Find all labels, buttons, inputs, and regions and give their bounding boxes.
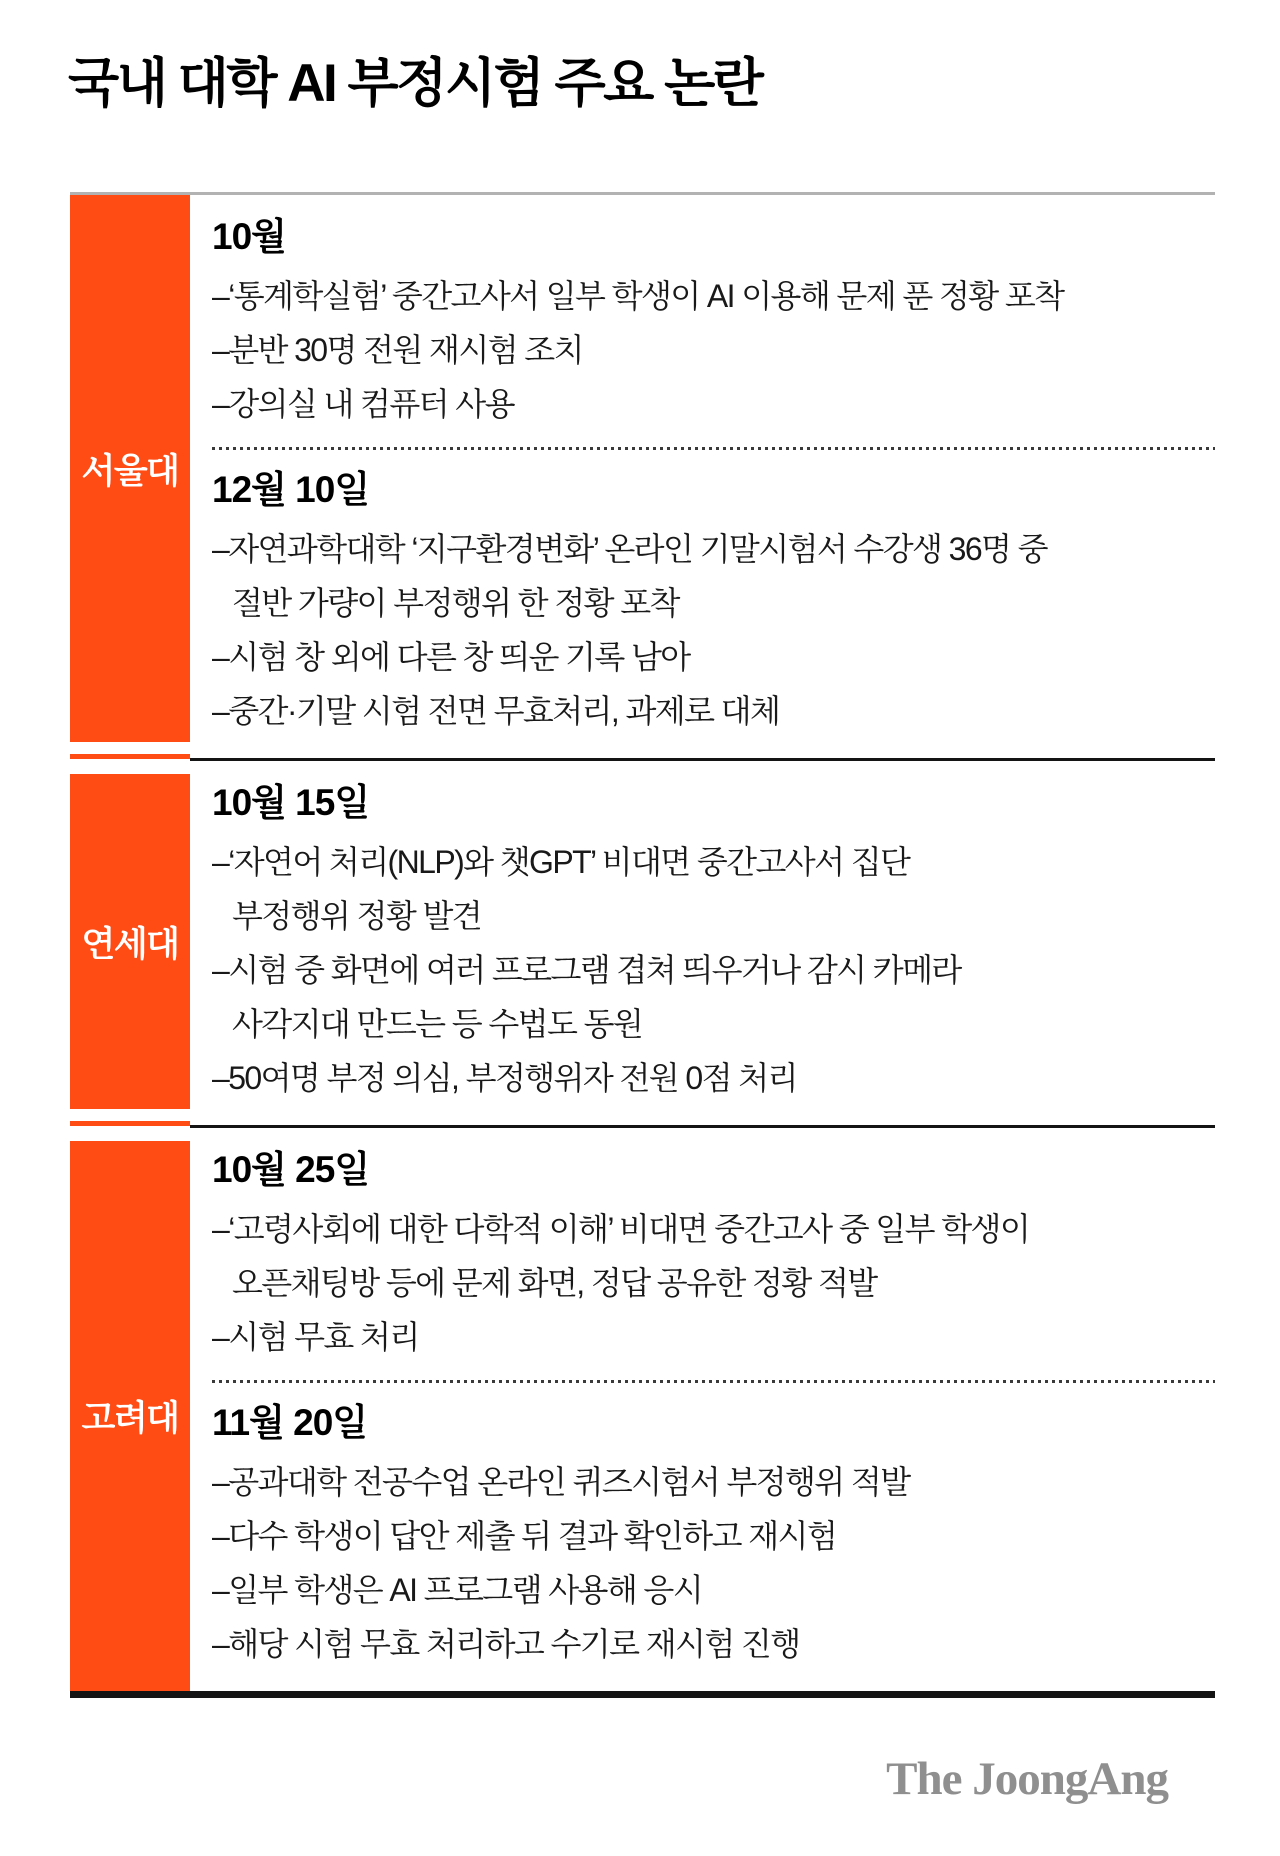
timeline-item: –‘고령사회에 대한 다학적 이해’ 비대면 중간고사 중 일부 학생이 bbox=[212, 1211, 1030, 1247]
timeline-item: –시험 중 화면에 여러 프로그램 겹쳐 띄우거나 감시 카메라 bbox=[212, 952, 961, 988]
university-section bbox=[70, 195, 1215, 758]
timeline-item: 사각지대 만드는 등 수법도 동원 bbox=[232, 1006, 643, 1042]
page-title: 국내 대학 AI 부정시험 주요 논란 bbox=[68, 54, 762, 113]
university-cell bbox=[70, 195, 190, 742]
timeline-item: 오픈채팅방 등에 문제 화면, 정답 공유한 정황 적발 bbox=[232, 1265, 877, 1301]
section-content bbox=[190, 1125, 1215, 1691]
dotted-separator bbox=[212, 447, 1215, 450]
timeline-item: –분반 30명 전원 재시험 조치 bbox=[212, 332, 583, 368]
university-label: 고려대 bbox=[81, 1399, 179, 1438]
university-label: 연세대 bbox=[81, 924, 179, 964]
timeline-item: 부정행위 정황 발견 bbox=[232, 898, 482, 934]
timeline-item: –공과대학 전공수업 온라인 퀴즈시험서 부정행위 적발 bbox=[212, 1464, 910, 1500]
entry-date: 12월 10일 bbox=[212, 469, 370, 510]
entry-date: 10월 bbox=[212, 216, 286, 257]
timeline-item: –다수 학생이 답안 제출 뒤 결과 확인하고 재시험 bbox=[212, 1518, 837, 1554]
university-section bbox=[70, 758, 1215, 1125]
timeline-item: –‘자연어 처리(NLP)와 챗GPT’ 비대면 중간고사서 집단 bbox=[212, 844, 910, 880]
section-gap-dash bbox=[70, 754, 190, 759]
section-content bbox=[190, 195, 1215, 758]
timeline-item: –강의실 내 컴퓨터 사용 bbox=[212, 386, 514, 422]
section-gap-dash bbox=[70, 1121, 190, 1126]
timeline-item: –해당 시험 무효 처리하고 수기로 재시험 진행 bbox=[212, 1626, 800, 1662]
entry-date: 10월 15일 bbox=[212, 782, 370, 823]
entry-date: 10월 25일 bbox=[212, 1149, 370, 1190]
joongang-logo: The JoongAng bbox=[886, 1753, 1168, 1805]
university-section bbox=[70, 1125, 1215, 1691]
timeline-item: –자연과학대학 ‘지구환경변화’ 온라인 기말시험서 수강생 36명 중 bbox=[212, 531, 1047, 567]
timeline-table bbox=[70, 192, 1215, 1698]
timeline-item: –시험 무효 처리 bbox=[212, 1319, 419, 1355]
dotted-separator bbox=[212, 1380, 1215, 1383]
timeline-item: –일부 학생은 AI 프로그램 사용해 응시 bbox=[212, 1572, 703, 1608]
university-cell bbox=[70, 774, 190, 1109]
university-label: 서울대 bbox=[81, 451, 179, 491]
entry-date: 11월 20일 bbox=[212, 1402, 368, 1443]
timeline-item: –중간·기말 시험 전면 무효처리, 과제로 대체 bbox=[212, 693, 780, 729]
section-content bbox=[190, 758, 1215, 1125]
timeline-item: –시험 창 외에 다른 창 띄운 기록 남아 bbox=[212, 639, 690, 675]
timeline-item: –50여명 부정 의심, 부정행위자 전원 0점 처리 bbox=[212, 1060, 797, 1096]
timeline-item: –‘통계학실험’ 중간고사서 일부 학생이 AI 이용해 문제 푼 정황 포착 bbox=[212, 278, 1064, 314]
university-cell bbox=[70, 1141, 190, 1691]
timeline-item: 절반 가량이 부정행위 한 정황 포착 bbox=[232, 585, 679, 621]
